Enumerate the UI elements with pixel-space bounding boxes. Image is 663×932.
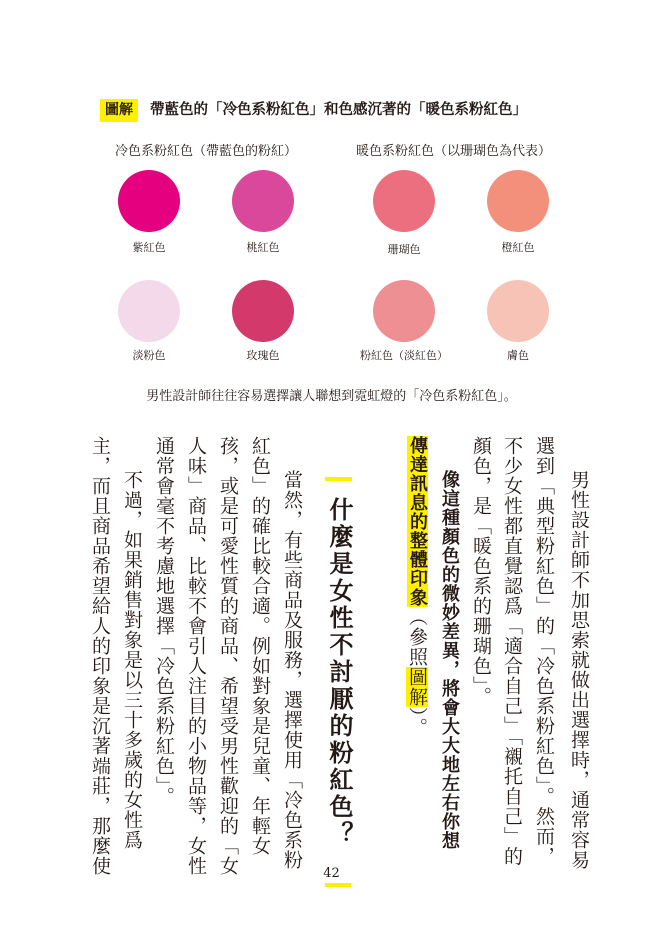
cool-group-label: 冷色系粉紅色（帶藍色的粉紅） [115, 144, 298, 159]
swatch-label: 膚色 [507, 349, 529, 362]
swatch-label: 橙紅色 [501, 241, 535, 254]
figure-title: 帶藍色的「冷色系粉紅色」和色感沉著的「暖色系粉紅色」 [150, 102, 527, 118]
body-column: 男性設計師不加思索就做出選擇時，通常容易 [568, 470, 590, 870]
body-column: 主，而且商品希望給人的印象是沉著端莊，那麼使 [89, 436, 111, 876]
body-column: 不少女性都直覺認爲「適合自己」「襯托自己」的 [501, 436, 523, 867]
figure-caption: 男性設計師往往容易選擇讓人聯想到霓虹燈的「冷色系粉紅色」。 [146, 389, 517, 404]
swatch-label: 紫紅色 [132, 241, 166, 254]
heading-marker [325, 477, 352, 481]
swatch-warm-3 [487, 280, 549, 342]
swatch-cool-1 [232, 170, 294, 232]
emphasis-text: 傳達訊息的整體印象 [407, 436, 428, 607]
body-column: 紅色」的確比較合適。例如對象是兒童、年輕女 [249, 436, 271, 856]
warm-group-label: 暖色系粉紅色（以珊瑚色為代表） [356, 144, 552, 159]
body-text: 像這種顏色的微妙差異，將會大大地左右你想 [439, 470, 460, 850]
body-column: 當然，有些商品及服務，選擇使用「冷色系粉 [281, 470, 303, 870]
body-column: 通常會毫不考慮地選擇「冷色系粉紅色」。 [153, 436, 175, 807]
body-column: 人味」商品、比較不會引人注目的小物品等，女性 [185, 436, 207, 876]
body-text: ）。 [406, 707, 428, 738]
swatch-warm-1 [487, 170, 549, 232]
figure-tag: 圖解 [100, 99, 138, 122]
body-column: 不過，如果銷售對象是以三十多歲的女性爲 [121, 470, 143, 850]
body-column: 選到「典型粉紅色」的「冷色系粉紅色」。然而， [533, 436, 555, 867]
swatch-warm-0 [373, 170, 435, 232]
swatch-label: 粉紅色（淡紅色） [360, 349, 448, 362]
body-text: （參照 [406, 607, 428, 667]
swatch-cool-3 [232, 280, 294, 342]
body-column: 顏色，是「暖色系的珊瑚色」。 [470, 436, 492, 707]
page-number-marker [325, 883, 351, 887]
swatch-warm-2 [373, 280, 435, 342]
body-column [402, 436, 432, 846]
body-column: 孩，或是可愛性質的商品、希望受男性歡迎的「女 [217, 436, 239, 876]
swatch-label: 淡粉色 [132, 349, 166, 362]
swatch-label: 玫瑰色 [246, 349, 280, 362]
swatch-label: 珊瑚色 [387, 243, 421, 256]
swatch-cool-2 [118, 280, 180, 342]
swatch-cool-0 [118, 170, 180, 232]
swatch-label: 桃紅色 [246, 241, 280, 254]
body-column [434, 470, 464, 880]
page-number: 42 [323, 866, 340, 881]
section-heading: 什麼是女性不討厭的粉紅色？ [325, 497, 353, 848]
figure-reference: 圖解 [406, 667, 428, 707]
